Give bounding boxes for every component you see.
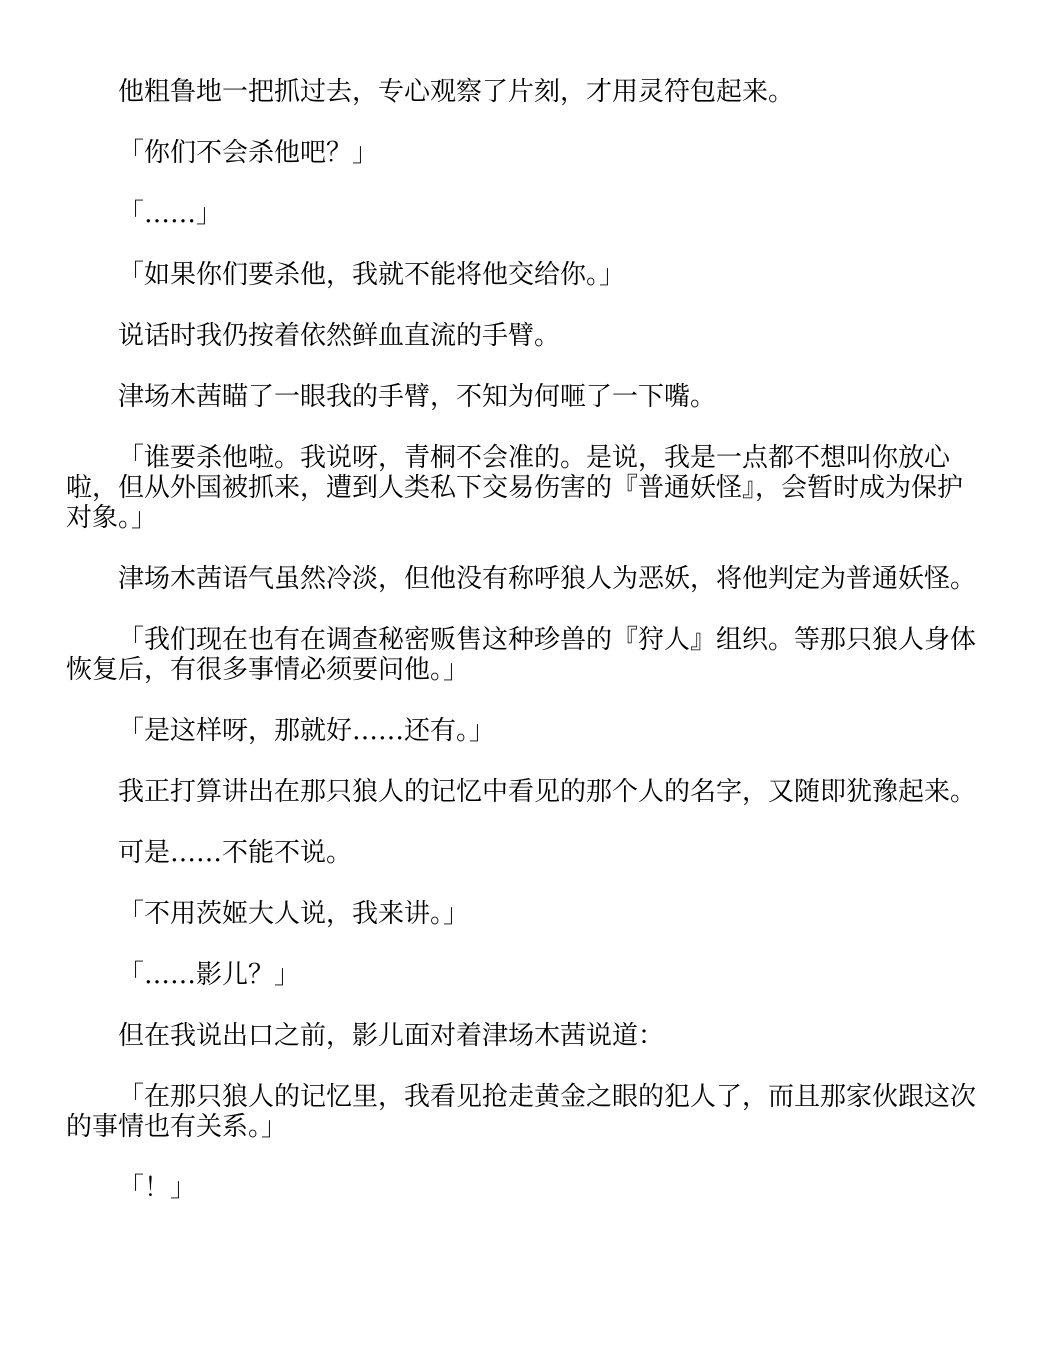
- paragraph: 「是这样呀，那就好……还有。」: [118, 716, 496, 746]
- paragraph: 「我们现在也有在调查秘密贩售这种珍兽的『狩人』组织。等那只狼人身体恢复后，有很多事情必须要问他。」: [66, 625, 977, 685]
- paragraph: 「谁要杀他啦。我说呀，青桐不会准的。是说，我是一点都不想叫你放心啦，但从外国被抓来，遭到人类私下交易伤害的『普通妖怪』，会暂时成为保护对象。」: [66, 443, 964, 533]
- document-page: [66, 77, 978, 1234]
- paragraph: 我正打算讲出在那只狼人的记忆中看见的那个人的名字，又随即犹豫起来。: [118, 777, 977, 807]
- paragraph: 但在我说出口之前，影儿面对着津场木茜说道：: [118, 1021, 665, 1051]
- paragraph: 「你们不会杀他吧？」: [118, 138, 379, 168]
- paragraph: 「如果你们要杀他，我就不能将他交给你。」: [118, 260, 626, 290]
- paragraph: 「在那只狼人的记忆里，我看见抢走黄金之眼的犯人了，而且那家伙跟这次的事情也有关系。」: [66, 1082, 977, 1142]
- paragraph: 他粗鲁地一把抓过去，专心观察了片刻，才用灵符包起来。: [118, 77, 795, 107]
- paragraph: 津场木茜瞄了一眼我的手臂，不知为何咂了一下嘴。: [118, 382, 717, 412]
- paragraph: 「！」: [118, 1173, 197, 1203]
- paragraph: 说话时我仍按着依然鲜血直流的手臂。: [118, 321, 561, 351]
- paragraph: 「不用茨姬大人说，我来讲。」: [118, 899, 470, 929]
- paragraph: 「……」: [118, 199, 223, 229]
- paragraph: 津场木茜语气虽然冷淡，但他没有称呼狼人为恶妖，将他判定为普通妖怪。: [118, 564, 977, 594]
- paragraph: 「……影儿？」: [118, 960, 301, 990]
- paragraph: 可是……不能不说。: [118, 838, 353, 868]
